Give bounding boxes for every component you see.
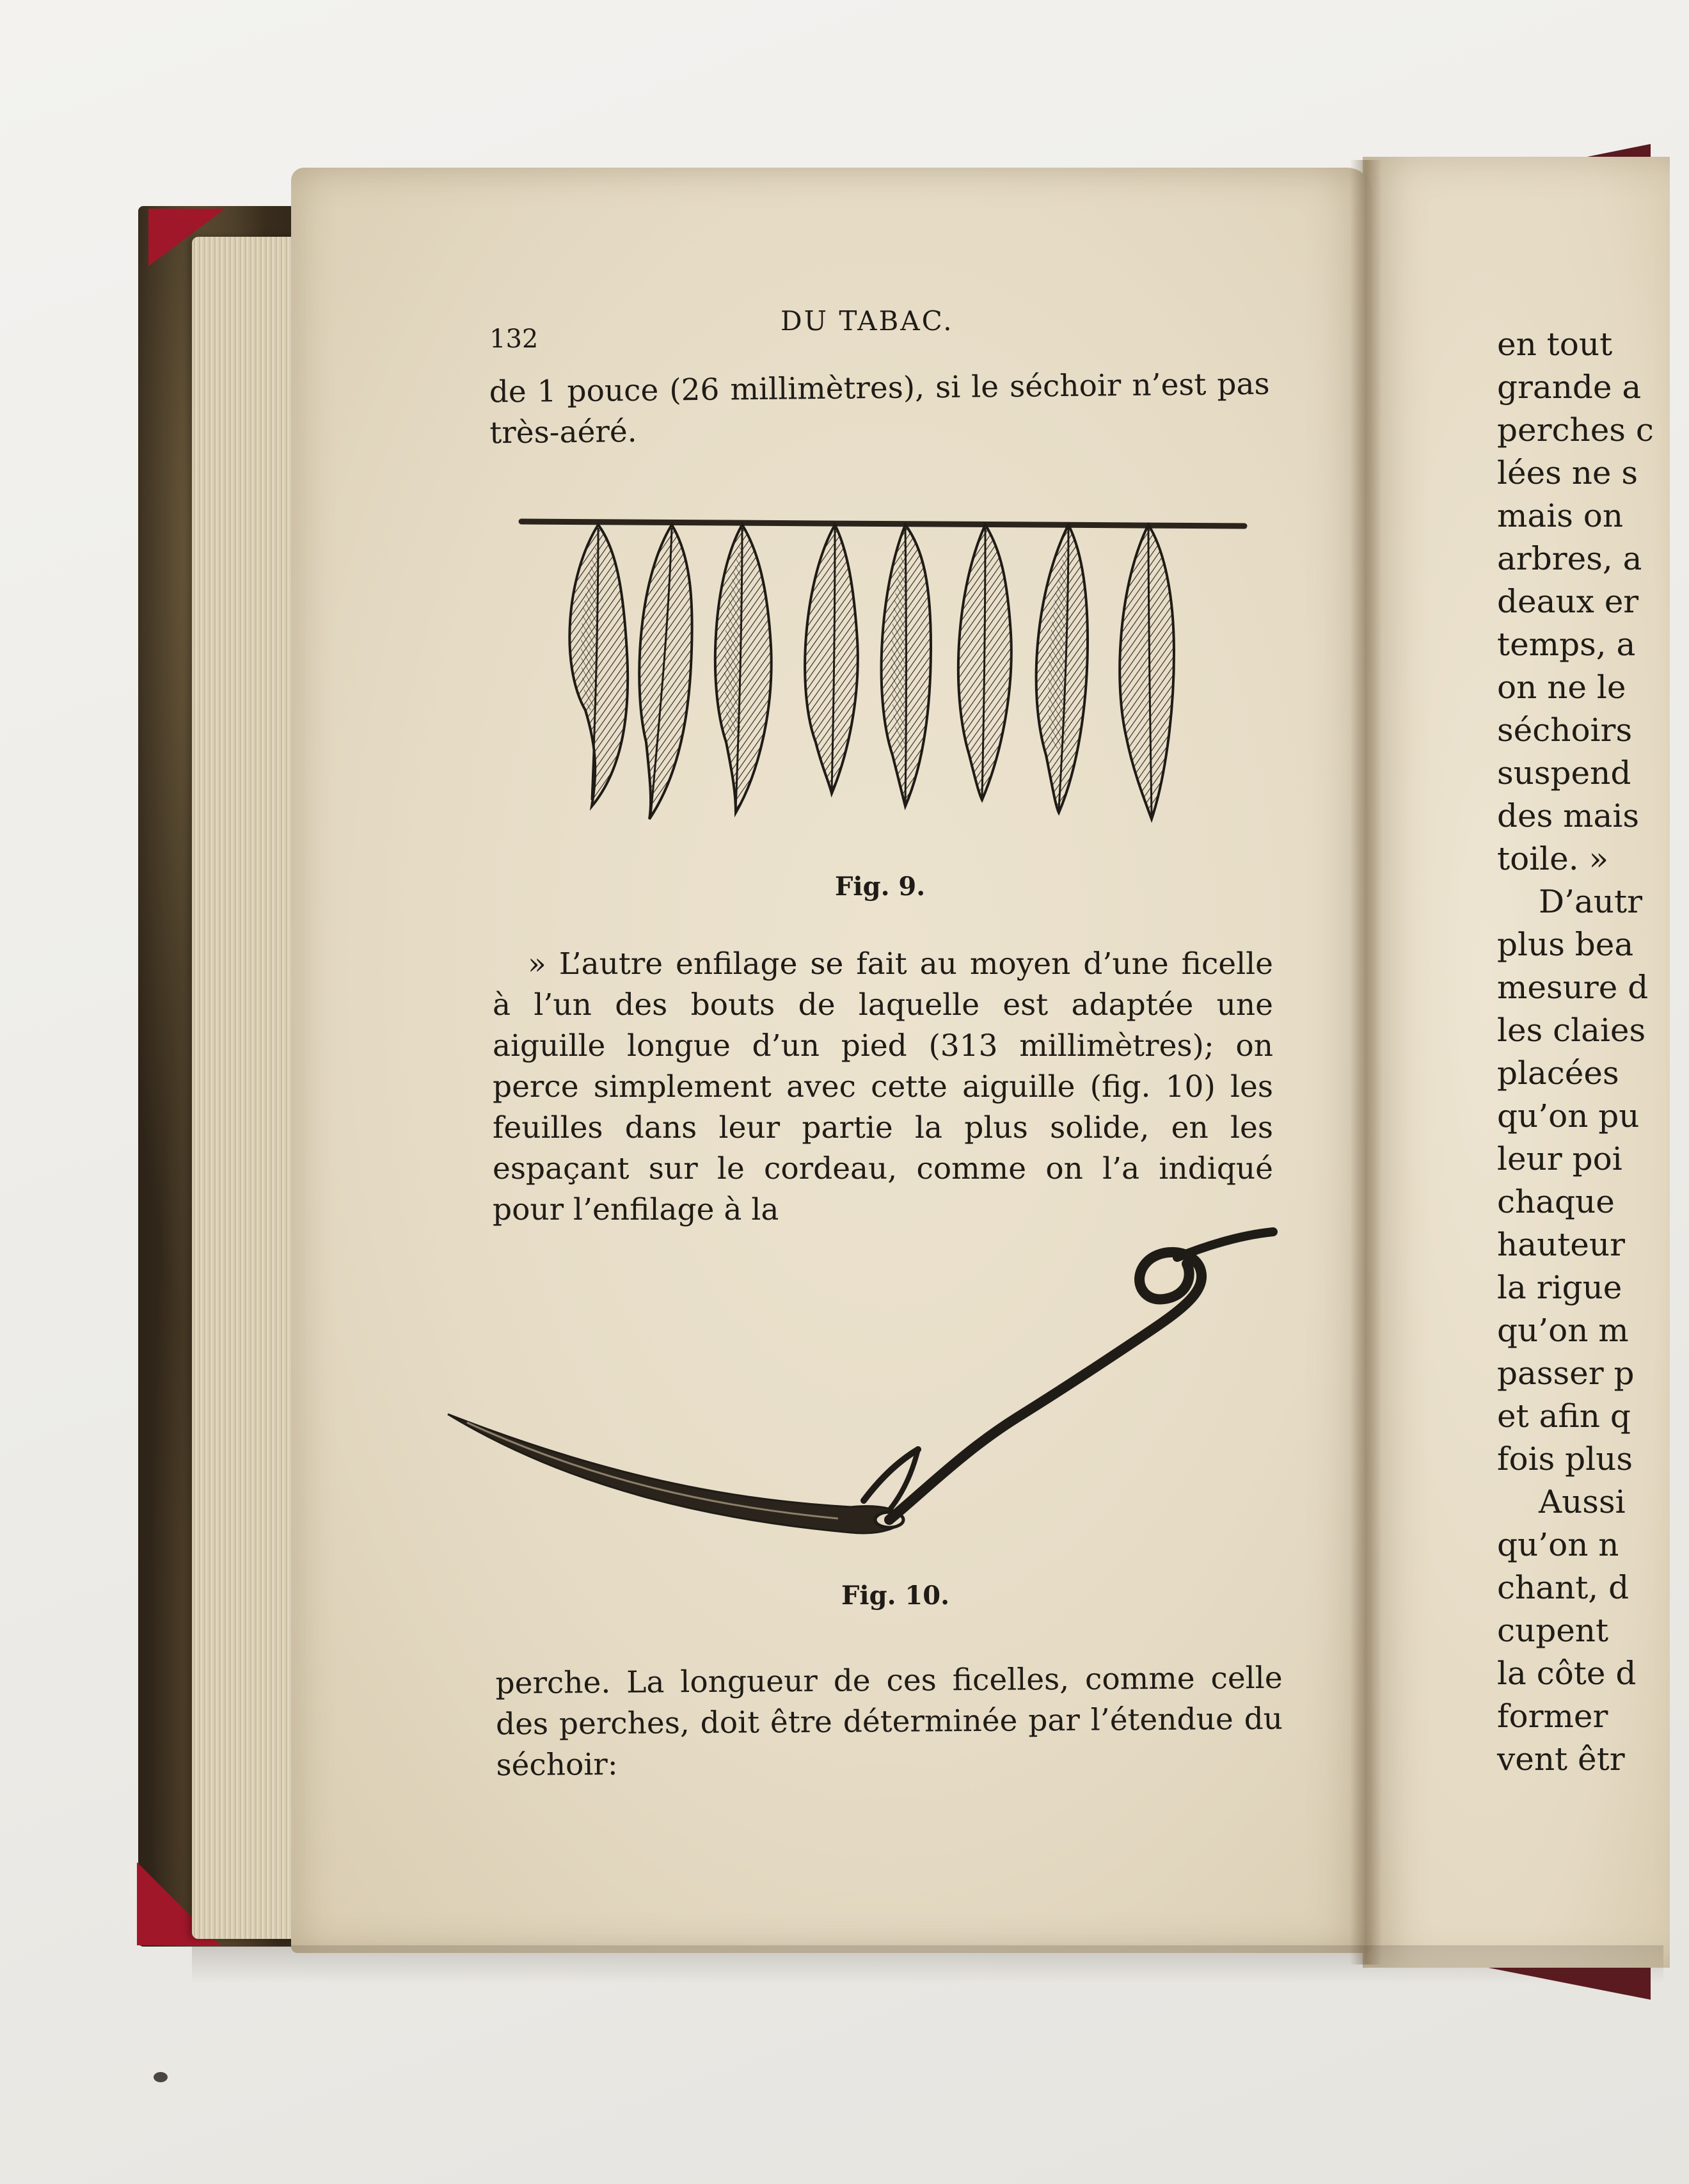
paragraph-bottom: perche. La longueur de ces ficelles, comme celle des perches, doit être déterminée par l’étendue du séchoir: — [495, 1660, 1283, 1783]
right-line: vent êtr — [1497, 1741, 1625, 1778]
right-line: passer p — [1497, 1355, 1635, 1392]
right-line: la côte d — [1497, 1655, 1637, 1692]
right-page-text — [1497, 323, 1689, 1781]
right-line: D’autr — [1539, 883, 1642, 920]
right-line: qu’on pu — [1497, 1097, 1640, 1135]
figure-10-needle-illustration — [441, 1219, 1331, 1565]
right-line: séchoirs — [1497, 712, 1633, 749]
right-line: fois plus — [1497, 1440, 1633, 1478]
paragraph-middle: » L’autre enfilage se fait au moyen d’une ficelle à l’un des bouts de laquelle est adaptée une aiguille longue d’un pied (313 millimètres); on perce simplement avec cette aiguille (fig. 10) les feuilles dans leur partie la plus solide, en les espaçant sur le cordeau, comme on l’a indiqué pour l’enfilage à la — [493, 946, 1273, 1227]
right-line: mesure d — [1497, 969, 1649, 1006]
right-line: et afin q — [1497, 1398, 1631, 1435]
page-edges — [192, 237, 301, 1939]
right-line: la rigue — [1497, 1269, 1622, 1306]
right-line: temps, a — [1497, 626, 1636, 663]
right-line: les claies — [1497, 1012, 1646, 1049]
table-speck — [154, 2072, 168, 2082]
running-head: DU TABAC. — [781, 305, 954, 337]
right-line: hauteur — [1497, 1226, 1625, 1263]
right-line: on ne le — [1497, 669, 1626, 706]
right-line: des mais — [1497, 797, 1640, 834]
right-line: qu’on m — [1497, 1312, 1629, 1349]
paragraph-top: de 1 pouce (26 millimètres), si le séchoir n’est pas très-aéré. — [489, 366, 1270, 451]
right-line: mais on — [1497, 497, 1624, 534]
right-line: deaux er — [1497, 583, 1639, 620]
right-line: plus bea — [1497, 926, 1634, 963]
right-line: cupent — [1497, 1612, 1609, 1649]
figure-9-caption: Fig. 9. — [835, 872, 926, 902]
book-shadow — [192, 1945, 1663, 1984]
right-line: former — [1497, 1698, 1608, 1735]
right-line: Aussi — [1539, 1483, 1626, 1520]
right-line: placées — [1497, 1055, 1619, 1092]
right-line: perches c — [1497, 411, 1654, 449]
right-line: lées ne s — [1497, 454, 1638, 491]
page-number: 132 — [489, 324, 539, 354]
figure-10-caption: Fig. 10. — [841, 1581, 950, 1611]
right-line: arbres, a — [1497, 540, 1642, 577]
right-line: en tout — [1497, 326, 1613, 363]
right-line: chaque — [1497, 1183, 1615, 1220]
right-line: grande a — [1497, 369, 1642, 406]
right-line: suspend — [1497, 754, 1631, 792]
figure-9-tobacco-leaves-illustration — [515, 499, 1251, 832]
right-line: qu’on n — [1497, 1526, 1619, 1563]
right-line: chant, d — [1497, 1569, 1630, 1606]
right-line: leur poi — [1497, 1140, 1622, 1177]
right-line: toile. » — [1497, 840, 1609, 877]
book-gutter — [1350, 160, 1382, 1965]
